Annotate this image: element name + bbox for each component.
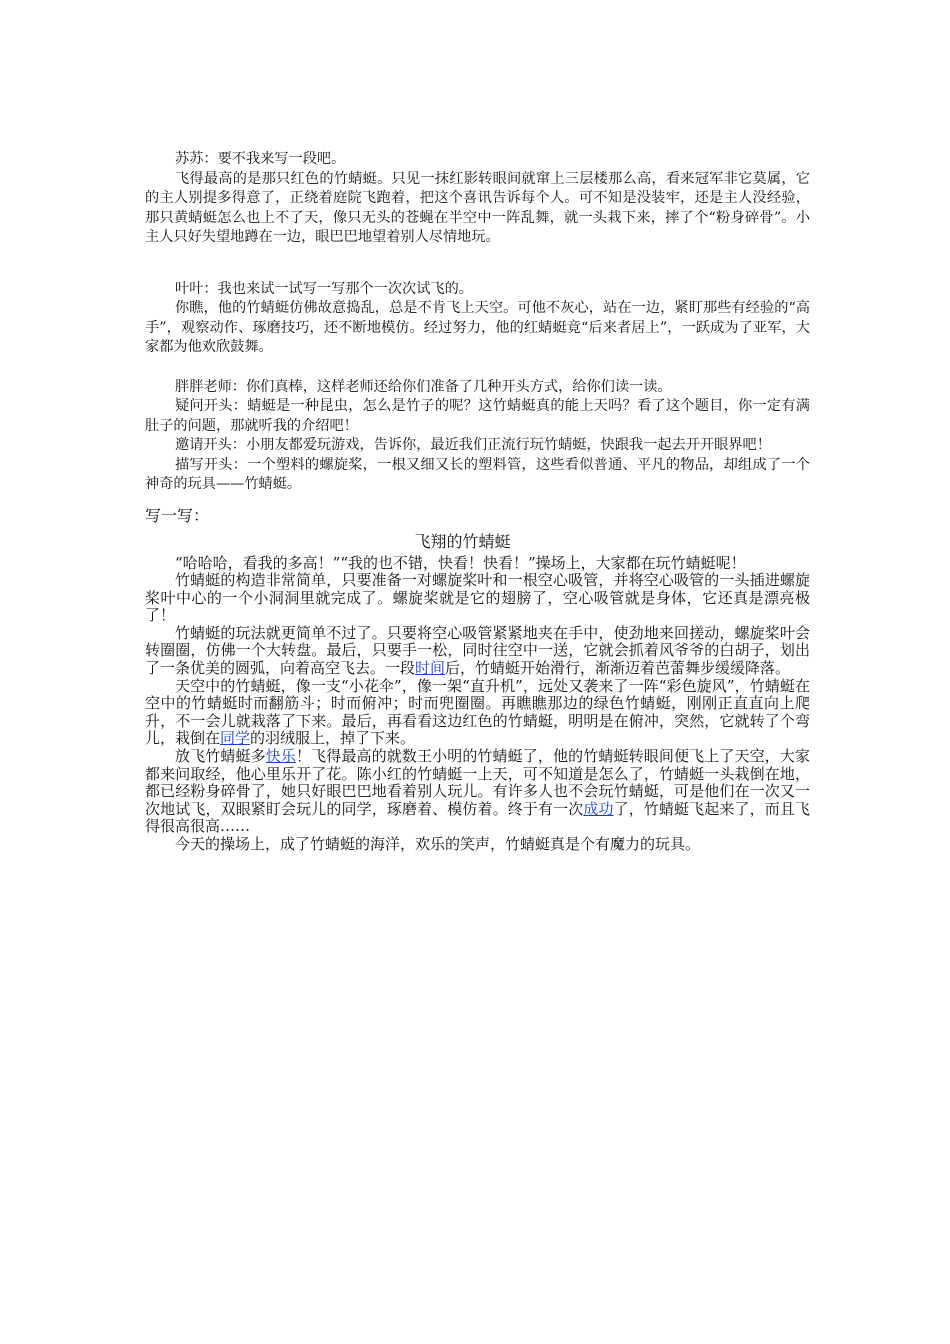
essay-text: 竹蜻蜓的玩法就更简单不过了。只要将空心吸管紧紧地夹在手中，使劲地来回搓动，螺旋桨叶会转圈圈，仿佛一个大转盘。最后，只要手一松，同时往空中一送，它就会抓着风爷爷的白胡子，划出了一条优美的圆弧，向着高空飞去。一段: [145, 623, 810, 678]
yeye-paragraph: 你瞧，他的竹蜻蜓仿佛故意捣乱，总是不肯飞上天空。可他不灰心，站在一边，紧盯那些有经验的“高手”，观察动作、琢磨技巧，还不断地模仿。经过努力，他的红蜻蜓竟“后来者居上”，一跃成为了亚军，大家都为他欢欣鼓舞。: [145, 300, 810, 355]
essay-text: 的羽绒服上，掉了下来。: [250, 729, 416, 748]
link-time[interactable]: 时间: [415, 659, 446, 678]
essay-text: 了，竹蜻蜓飞起来了，而且飞得很高很高……: [145, 799, 810, 836]
link-success[interactable]: 成功: [583, 799, 614, 818]
spacer: [145, 248, 810, 280]
essay-title: 飞翔的竹蜻蜓: [414, 531, 511, 551]
susu-paragraph: 飞得最高的是那只红色的竹蜻蜓。只见一抹红影转眼间就窜上三层楼那么高，看来冠军非它莫属，它的主人别提多得意了，正绕着庭院飞跑着，把这个喜讯告诉每个人。可不知是没装牢，还是主人没经验，那只黄蜻蜓怎么也上不了天，像只无头的苍蝇在半空中一阵乱舞，就一头栽下来，摔了个“粉身碎骨”。小主人只好失望地蹲在一边，眼巴巴地望着别人尽情地玩。: [145, 170, 810, 245]
essay-paragraph-5: [145, 748, 810, 836]
essay-text: 天空中的竹蜻蜓，像一支“小花伞”，像一架“直升机”，远处又袭来了一阵“彩色旋风”，竹蜻蜓在空中的竹蜻蜓时而翻筋斗；时而俯冲；时而兜圈圈。再瞧瞧那边的绿色竹蜻蜓，刚刚正直直向上爬升，不一会儿就栽落了下来。最后，再看看这边红色的竹蜻蜓，明明是在俯冲，突然，它就转了个弯儿，栽倒在: [145, 676, 810, 748]
essay: [145, 531, 810, 854]
essay-paragraph-2: 竹蜻蜓的构造非常简单，只要准备一对螺旋桨叶和一根空心吸管，并将空心吸管的一头插进螺旋桨叶中心的一个小洞洞里就完成了。螺旋桨就是它的翅膀了，空心吸管就是身体，它还真是漂亮极了！: [145, 571, 810, 625]
question-opening: 疑问开头：蜻蜓是一种昆虫，怎么是竹子的呢？这竹蜻蜓真的能上天吗？看了这个题目，你一定有满肚子的问题，那就听我的介绍吧！: [145, 398, 810, 434]
document-page: [145, 148, 810, 854]
spacer: [145, 495, 810, 505]
description-opening: 描写开头：一个塑料的螺旋桨，一根又细又长的塑料管，这些看似普通、平凡的物品，却组成了一个神奇的玩具——竹蜻蜓。: [145, 456, 810, 492]
essay-paragraph-3: [145, 625, 810, 678]
invitation-opening: 邀请开头：小朋友都爱玩游戏，告诉你，最近我们正流行玩竹蜻蜓，快跟我一起去开开眼界吧！: [175, 437, 771, 453]
teacher-intro: 胖胖老师：你们真棒，这样老师还给你们准备了几种开头方式，给你们读一读。: [175, 378, 672, 395]
essay-text: 后，竹蜻蜓开始滑行，渐渐迈着芭蕾舞步缓缓降落。: [445, 659, 791, 678]
susu-intro: 苏苏：要不我来写一段吧。: [175, 151, 346, 167]
essay-paragraph-4: [145, 678, 810, 748]
essay-text: ！飞得最高的就数王小明的竹蜻蜓了，他的竹蜻蜓转眼间便飞上了天空，大家都来问取经，他心里乐开了花。陈小红的竹蜻蜓一上天，可不知道是怎么了，竹蜻蜓一头栽倒在地，都已经粉身碎骨了，她只好眼巴巴地看着别人玩儿。有许多人也不会玩竹蜻蜓，可是他们在一次又一次地试飞，双眼紧盯会玩儿的同学，琢磨着、模仿着。终于有一次: [145, 747, 810, 818]
spacer: [145, 358, 810, 378]
write-section-label: 写一写：: [145, 505, 210, 525]
essay-paragraph-6: 今天的操场上，成了竹蜻蜓的海洋，欢乐的笑声，竹蜻蜓真是个有魔力的玩具。: [175, 835, 701, 853]
link-classmate[interactable]: 同学: [220, 729, 251, 748]
essay-paragraph-1: “哈哈哈，看我的多高！”“我的也不错，快看！快看！”操场上，大家都在玩竹蜻蜓呢！: [175, 553, 746, 572]
essay-text: 放飞竹蜻蜓多: [175, 747, 266, 766]
link-happy[interactable]: 快乐: [265, 747, 296, 766]
yeye-intro: 叶叶：我也来试一试写一写那个一次次试飞的。: [175, 280, 473, 297]
